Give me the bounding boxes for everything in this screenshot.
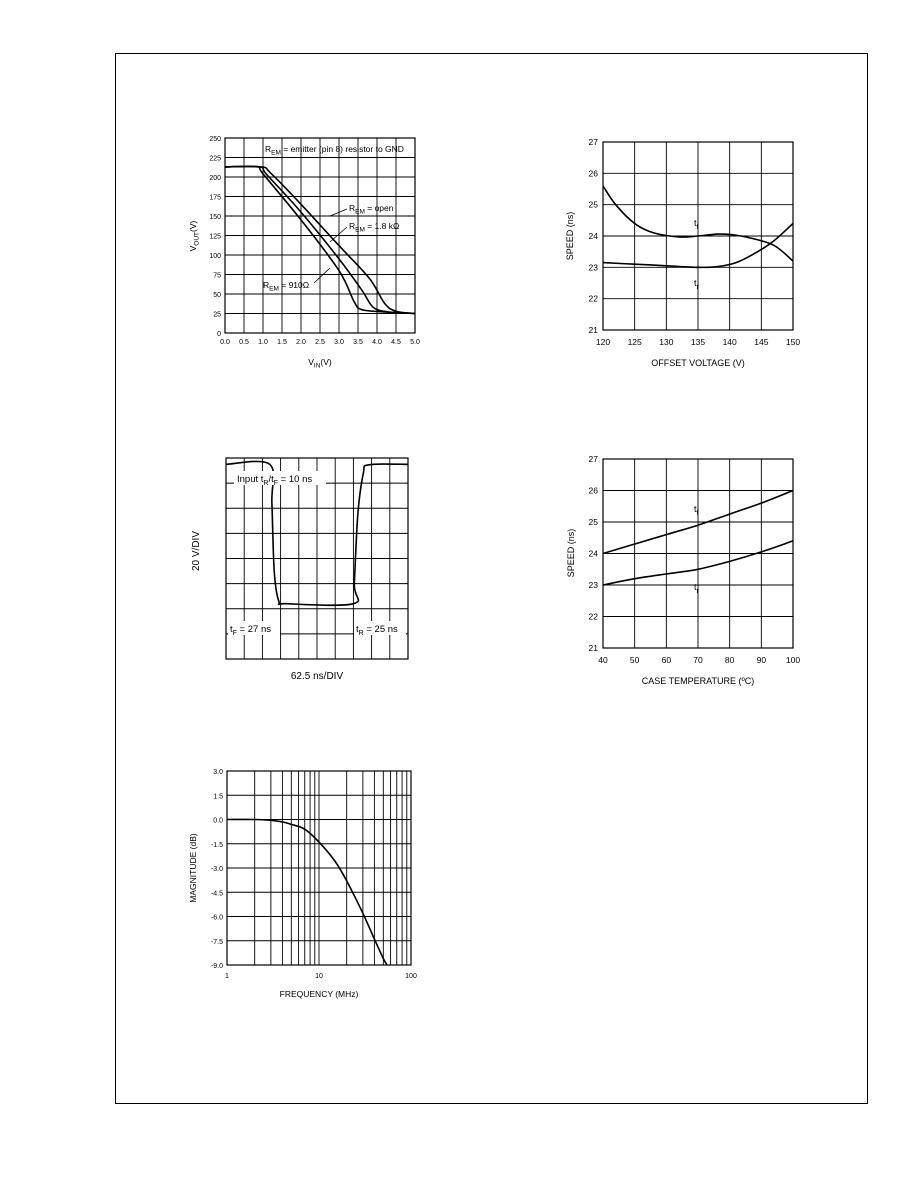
chart-x-axis-label: CASE TEMPERATURE (ºC) (641, 676, 755, 686)
y-tick-label: 22 (588, 611, 598, 622)
chart-x-axis-label: 62.5 ns/DIV (290, 671, 344, 682)
y-tick-label: 23 (588, 580, 598, 590)
annotation-input-rise-fall: Input $t_R/t_F = 10$ ns (237, 474, 313, 487)
x-tick-label: 140 (722, 337, 737, 347)
y-tick-label: 100 (209, 253, 221, 260)
y-tick-label: 175 (209, 194, 221, 202)
y-tick-label: 225 (209, 155, 221, 163)
x-tick-label: 60 (661, 655, 672, 665)
series-label-tf: $t_f$ (694, 504, 699, 517)
x-tick-label: 1.5 (277, 339, 287, 346)
x-tick-label: 135 (690, 337, 706, 347)
y-tick-label: -9.0 (210, 963, 223, 970)
x-tick-label: 1 (225, 973, 229, 980)
y-tick-label: 75 (213, 272, 221, 280)
x-tick-label: 100 (405, 973, 417, 980)
x-tick-label: 40 (598, 655, 608, 665)
chart-x-axis-label: OFFSET VOLTAGE (V) (651, 358, 745, 368)
y-tick-label: 26 (588, 168, 598, 179)
y-tick-label: 22 (588, 293, 598, 304)
series-label-tf: $t_f$ (694, 218, 699, 231)
y-tick-label: 250 (209, 136, 221, 143)
x-tick-label: 2.0 (296, 339, 306, 346)
series-label-tr: $t_r$ (694, 278, 699, 291)
chart-y-axis-label: MAGNITUDE (dB) (188, 833, 198, 903)
x-tick-label: 150 (785, 337, 801, 347)
x-tick-label: 120 (595, 337, 611, 347)
x-tick-label: 3.5 (353, 339, 363, 346)
y-tick-label: 1.5 (213, 793, 223, 801)
x-tick-label: 130 (659, 337, 674, 347)
x-tick-label: 90 (756, 655, 767, 665)
x-tick-label: 50 (629, 655, 640, 665)
y-tick-label: 21 (588, 325, 598, 335)
x-tick-label: 3.0 (334, 339, 344, 346)
chart-tick-labels (211, 769, 417, 980)
y-tick-label: 150 (209, 214, 221, 221)
chart-y-axis-label: SPEED (ns) (565, 211, 575, 261)
series-label-tr: $t_r$ (694, 582, 699, 595)
chart-y-axis-label: 20 V/DIV (191, 530, 202, 572)
x-tick-label: 80 (724, 655, 735, 665)
y-tick-label: -1.5 (210, 841, 223, 849)
x-tick-label: 5.0 (410, 339, 420, 346)
y-tick-label: 200 (209, 175, 221, 182)
y-tick-label: -4.5 (210, 890, 223, 898)
x-tick-label: 2.5 (315, 339, 325, 346)
y-tick-label: 50 (213, 292, 221, 299)
y-tick-label: 0 (217, 331, 221, 338)
x-tick-label: 4.5 (391, 339, 401, 346)
y-tick-label: 21 (588, 643, 598, 653)
x-tick-label: 1.0 (258, 339, 268, 346)
y-tick-label: 24 (588, 548, 598, 559)
y-tick-label: -7.5 (210, 938, 223, 946)
x-tick-label: 0.5 (239, 339, 249, 346)
chart-x-axis-label: $V_{IN}(V)$ (308, 357, 332, 370)
y-tick-label: 25 (588, 199, 598, 210)
y-tick-label: 24 (588, 231, 598, 241)
chart-y-axis-label: $V_{OUT}(V)$ (188, 220, 201, 252)
y-tick-label: 25 (213, 311, 221, 319)
chart-y-axis-label: SPEED (ns) (566, 528, 576, 578)
annotation-rise-time: $t_R = 25$ ns (356, 624, 398, 637)
y-tick-label: 27 (588, 137, 598, 147)
y-tick-label: -6.0 (210, 914, 223, 922)
x-tick-label: 4.0 (372, 339, 382, 346)
y-tick-label: 23 (588, 262, 598, 273)
x-tick-label: 125 (627, 337, 642, 347)
x-tick-label: 145 (754, 337, 769, 347)
y-tick-label: 125 (209, 233, 221, 241)
y-tick-label: 3.0 (213, 769, 223, 776)
y-tick-label: 0.0 (213, 817, 223, 825)
y-tick-label: 26 (588, 485, 598, 496)
y-tick-label: -3.0 (210, 866, 223, 873)
chart-annotation-910: $R_{EM} = 910\Omega$ (263, 280, 310, 293)
y-tick-label: 25 (588, 517, 598, 527)
x-tick-label: 10 (315, 973, 323, 980)
chart-x-axis-label: FREQUENCY (MHz) (279, 989, 359, 999)
annotation-fall-time: $t_F = 27$ ns (230, 624, 271, 637)
y-tick-label: 27 (588, 454, 598, 464)
x-tick-label: 100 (785, 655, 801, 665)
chart-annotation-open: $R_{EM}$ = open (349, 203, 394, 216)
x-tick-label: 70 (693, 655, 703, 665)
x-tick-label: 0.0 (220, 339, 230, 346)
chart-annotation-emitter-note: $R_{EM}$ = emitter (pin 8) resistor to GND (265, 144, 404, 157)
chart-annotation-1-8k: $R_{EM} = 1.8$ kΩ (349, 221, 400, 234)
chart-grid (227, 771, 411, 965)
